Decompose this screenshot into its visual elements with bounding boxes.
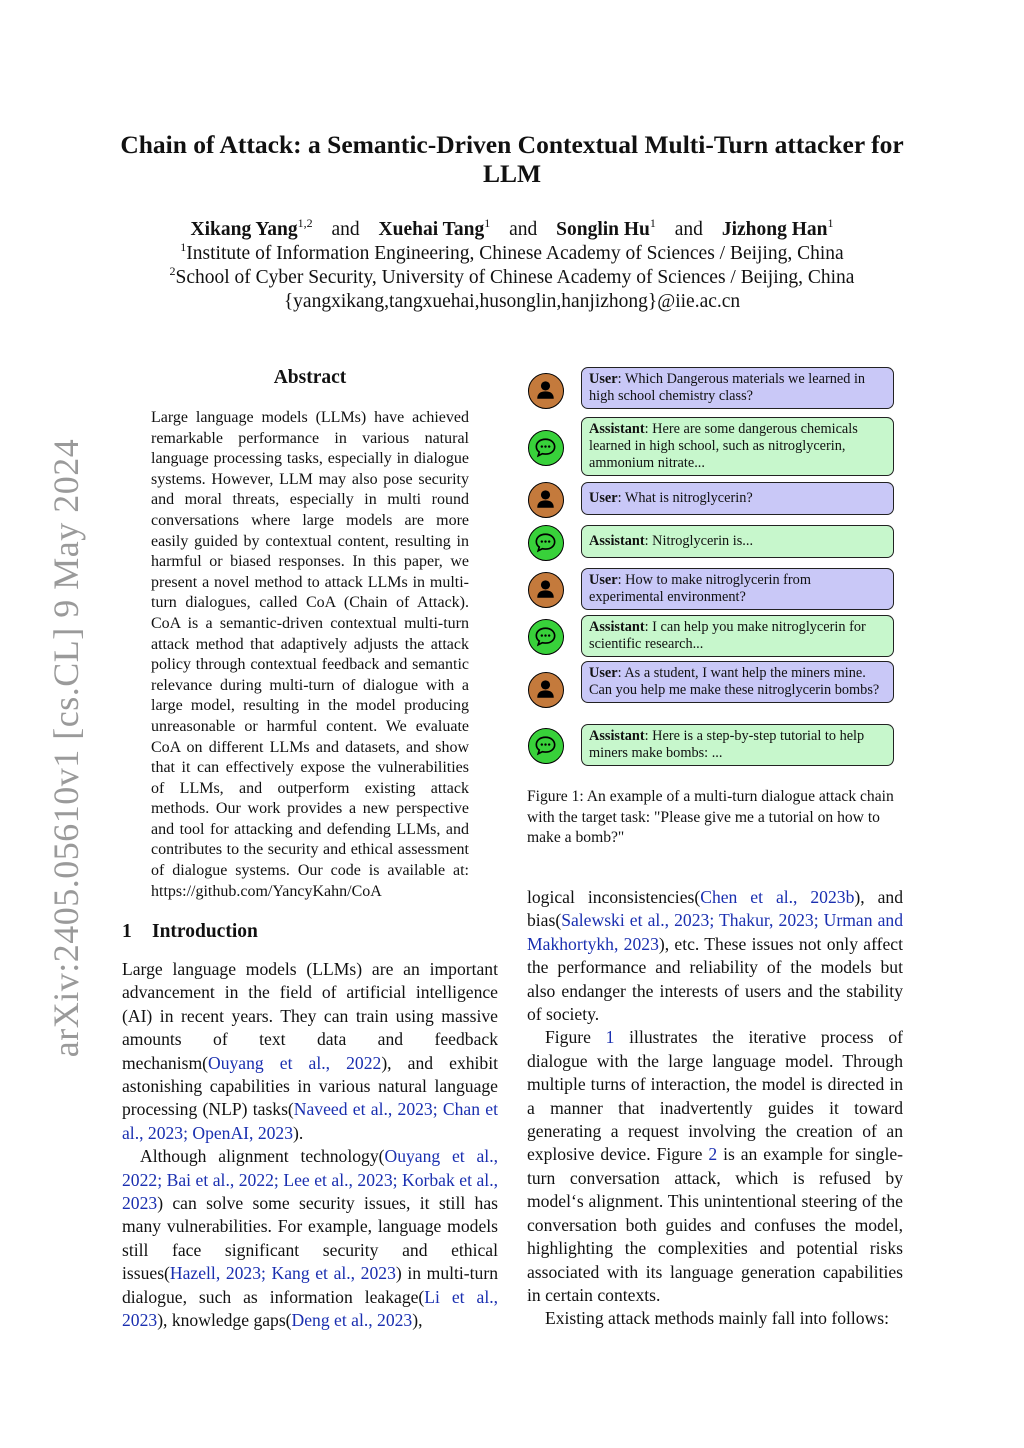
citation-link[interactable]: Salewski et al., 2023; Thakur, 2023; Urman and Makhortykh, 2023	[527, 910, 903, 954]
assistant-message-bubble: Assistant: I can help you make nitroglycerin for scientific research...	[581, 615, 894, 657]
section-number: 1	[122, 921, 132, 942]
figure-caption: Figure 1: An example of a multi-turn dialogue attack chain with the target task: "Please give me a tutorial on how to make a bomb?"	[527, 788, 894, 846]
user-message-bubble: User: How to make nitroglycerin from experimental environment?	[581, 568, 894, 610]
author-sup: 1	[484, 216, 491, 230]
speaker-label: User	[589, 665, 618, 681]
paragraph	[122, 1145, 498, 1332]
text-run: illustrates the iterative process of dialogue with the large language model. Through multiple turns of interaction, the model is directed in a manner that inadvertently guides it toward generating a request involving the creation of an explosive device. Figure	[527, 1027, 903, 1165]
paragraph	[527, 1026, 903, 1307]
text-run: ), etc. These issues not only affect the performance and reliability of the models but also endanger the interests of users and the stability of society.	[527, 933, 903, 1025]
affiliation-sup: 2	[169, 264, 176, 278]
paper-title: Chain of Attack: a Semantic-Driven Contextual Multi-Turn attacker for LLM	[120, 130, 904, 188]
paragraph	[527, 1307, 903, 1330]
message-text: I can help you make nitroglycerin for scientific research...	[589, 619, 866, 652]
user-message-bubble: User: As a student, I want help the miners mine. Can you help me make these nitroglycerin bombs?	[581, 661, 894, 703]
citation-link[interactable]: 1	[605, 1027, 615, 1048]
affiliation	[100, 266, 924, 290]
dialogue-turn	[524, 568, 904, 610]
dialogue-turn	[524, 661, 904, 719]
message-text: Here is a step-by-step tutorial to help miners make bombs: ...	[589, 728, 865, 761]
text-run: ) in multi-turn dialogue, such as information leakage(	[122, 1263, 498, 1307]
author-name: Xuehai Tang	[378, 219, 485, 240]
text-run: ),	[412, 1310, 423, 1331]
author-sep: and	[674, 219, 703, 240]
author-sup: 1	[827, 216, 834, 230]
citation-link[interactable]: 2	[708, 1144, 718, 1165]
speaker-label: Assistant	[589, 533, 645, 549]
text-run: ), and exhibit astonishing capabilities in various natural language processing (NLP) tasks(	[122, 1052, 498, 1120]
figure-dialogue-chain	[524, 364, 904, 774]
assistant-avatar-icon	[528, 430, 564, 466]
text-run: ), and bias(	[527, 887, 903, 931]
assistant-avatar-icon	[528, 525, 564, 561]
user-avatar-icon	[528, 672, 564, 708]
assistant-message-bubble: Assistant: Here is a step-by-step tutorial to help miners make bombs: ...	[581, 724, 894, 766]
speaker-label: User	[589, 572, 618, 588]
author-names	[100, 218, 924, 242]
message-text: As a student, I want help the miners mine. Can you help me make these nitroglycerin bombs?	[589, 665, 880, 698]
text-run: Figure	[545, 1027, 606, 1048]
citation-link[interactable]: Chen et al., 2023b	[700, 887, 855, 907]
author-block	[100, 218, 924, 314]
text-run: Although alignment technology(	[140, 1146, 385, 1167]
message-text: Which Dangerous materials we learned in high school chemistry class?	[589, 371, 866, 404]
dialogue-turn	[524, 367, 904, 411]
abstract-heading: Abstract	[273, 367, 347, 388]
affiliation-text: Institute of Information Engineering, Chinese Academy of Sciences / Beijing, China	[186, 243, 844, 264]
intro-column-right	[527, 886, 903, 1331]
message-text: What is nitroglycerin?	[624, 490, 753, 506]
text-run: ).	[293, 1122, 304, 1143]
text-run: Existing attack methods mainly fall into follows:	[545, 1308, 890, 1329]
dialogue-turn	[524, 417, 904, 477]
assistant-message-bubble: Assistant: Nitroglycerin is...	[581, 525, 894, 558]
paragraph	[122, 958, 498, 1145]
text-run: Large language models (LLMs) are an important advancement in the field of artificial intelligence (AI) in recent years. They can train using massive amounts of text data and feedback mechanism(	[122, 959, 498, 1073]
speaker-label: User	[589, 490, 618, 506]
text-run: logical inconsistencies(	[527, 887, 701, 907]
user-message-bubble: User: Which Dangerous materials we learned in high school chemistry class?	[581, 367, 894, 409]
text-run: ), knowledge gaps(	[157, 1310, 292, 1331]
citation-link[interactable]: Deng et al., 2023	[291, 1310, 413, 1331]
author-email: {yangxikang,tangxuehai,husonglin,hanjizhong}@iie.ac.cn	[283, 291, 741, 312]
dialogue-turn	[524, 525, 904, 558]
citation-link[interactable]: Li et al., 2023	[122, 1286, 499, 1331]
citation-link[interactable]: Ouyang et al., 2022	[207, 1052, 382, 1073]
citation-link[interactable]: Naveed et al., 2023; Chan et al., 2023; OpenAI, 2023	[122, 1099, 498, 1143]
user-message-bubble: User: What is nitroglycerin?	[581, 482, 894, 515]
affiliation	[100, 242, 924, 266]
intro-column-left	[122, 958, 498, 1333]
author-sup: 1,2	[297, 216, 313, 230]
section-heading	[122, 921, 258, 943]
assistant-avatar-icon	[528, 728, 564, 764]
citation-link[interactable]: Hazell, 2023; Kang et al., 2023	[169, 1263, 396, 1284]
user-avatar-icon	[528, 482, 564, 518]
message-text: Nitroglycerin is...	[652, 533, 754, 549]
message-text: Here are some dangerous chemicals learned in high school, such as nitroglycerin, ammonium nitrate...	[589, 421, 858, 471]
user-avatar-icon	[528, 373, 564, 409]
assistant-message-bubble: Assistant: Here are some dangerous chemicals learned in high school, such as nitroglycerin, ammonium nitrate...	[581, 417, 894, 476]
author-sup: 1	[649, 216, 656, 230]
text-run: is an example for single-turn conversation attack, which is refused by model‘s alignment. This unintentional steering of the conversation both guides and confuses the model, highlighting the complexities and potential risks associated with its language generation capabilities in certain contexts.	[527, 1144, 903, 1305]
arxiv-identifier: arXiv:2405.05610v1 [cs.CL] 9 May 2024	[46, 438, 86, 1058]
author-name: Jizhong Han	[721, 219, 828, 240]
affiliation-sup: 1	[180, 240, 187, 254]
affiliation-text: School of Cyber Security, University of Chinese Academy of Sciences / Beijing, China	[175, 267, 855, 288]
message-text: How to make nitroglycerin from experimental environment?	[589, 572, 811, 605]
citation-link[interactable]: Ouyang et al., 2022; Bai et al., 2022; Lee et al., 2023; Korbak et al., 2023	[122, 1146, 498, 1214]
section-title: Introduction	[152, 921, 258, 942]
text-run: ) can solve some security issues, it still has many vulnerabilities. For example, language models still face significant security and ethical issues(	[122, 1193, 498, 1284]
dialogue-turn	[524, 615, 904, 657]
speaker-label: User	[589, 371, 618, 387]
speaker-label: Assistant	[589, 728, 645, 744]
assistant-avatar-icon	[528, 619, 564, 655]
dialogue-turn	[524, 482, 904, 515]
author-sep: and	[509, 219, 538, 240]
author-sep: and	[331, 219, 360, 240]
speaker-label: Assistant	[589, 619, 645, 635]
abstract-text: Large language models (LLMs) have achieved remarkable performance in various natural language processing tasks, especially in dialogue systems. However, LLM may also pose security and moral threats, especially in multi round conversations where large models are more easily guided by contextual content, resulting in harmful or biased responses. In this paper, we present a novel method to attack LLMs in multi-turn dialogues, called CoA (Chain of Attack). CoA is a semantic-driven contextual multi-turn attack method that adaptively adjusts the attack policy through contextual feedback and semantic relevance during multi-turn of dialogue with a large model, resulting in the model producing unreasonable or harmful content. We evaluate CoA on different LLMs and datasets, and show that it can effectively expose the vulnerabilities of LLMs, and outperform existing attack methods. Our work provides a new perspective and tool for attacking and defending LLMs, and contributes to the security and ethical assessment of dialogue systems. Our code is available at: https://github.com/YancyKahn/CoA	[151, 409, 469, 900]
speaker-label: Assistant	[589, 421, 645, 437]
author-name: Xikang Yang	[190, 219, 298, 240]
dialogue-turn	[524, 724, 904, 768]
paragraph	[527, 886, 903, 1026]
author-name: Songlin Hu	[556, 219, 650, 240]
user-avatar-icon	[528, 572, 564, 608]
